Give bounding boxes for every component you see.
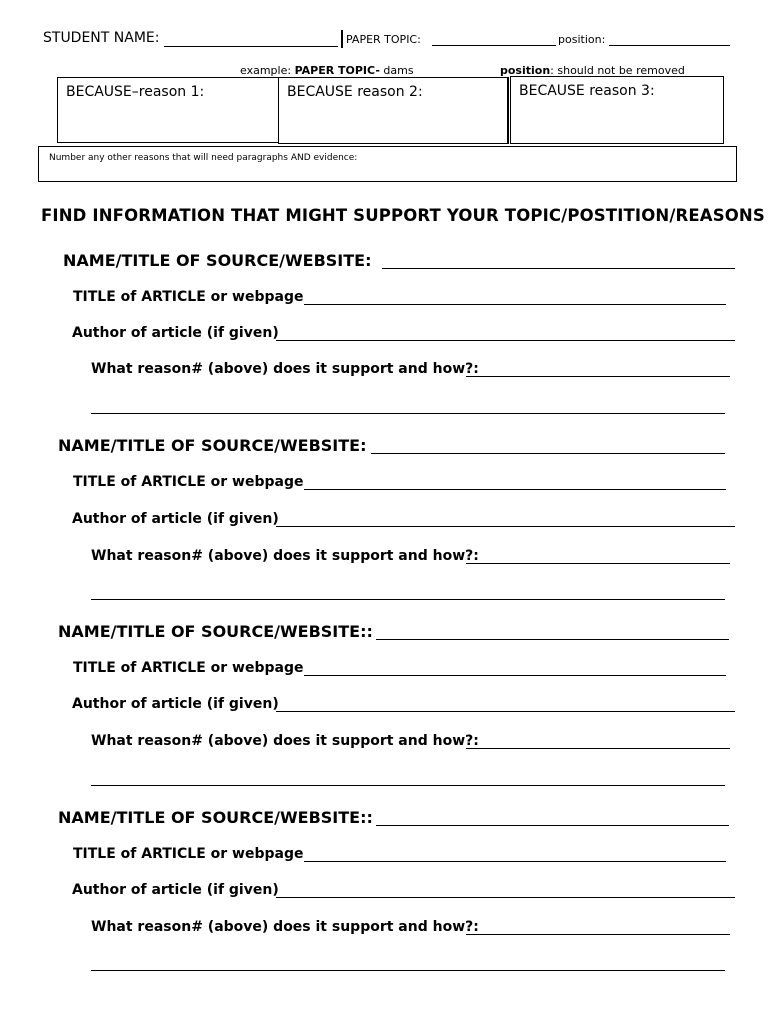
- source-3-author-label: Author of article (if given): [72, 696, 279, 712]
- source-2-title-field[interactable]: [304, 489, 726, 490]
- reason-1-box[interactable]: [57, 77, 279, 143]
- source-3-title-field[interactable]: [304, 675, 726, 676]
- source-1-author-field[interactable]: [276, 340, 735, 341]
- reason-1-label: BECAUSE–reason 1:: [66, 84, 205, 100]
- source-1-reason-field[interactable]: [466, 376, 730, 377]
- source-4-name-label: NAME/TITLE OF SOURCE/WEBSITE::: [58, 808, 373, 827]
- source-2-reason-field[interactable]: [466, 563, 730, 564]
- find-information-heading: FIND INFORMATION THAT MIGHT SUPPORT YOUR TOPIC/POSTITION/REASONS: [41, 206, 765, 225]
- source-1-reason-label: What reason# (above) does it support and how?:: [91, 361, 479, 377]
- source-1-title-label: TITLE of ARTICLE or webpage: [73, 289, 304, 305]
- reason-3-label: BECAUSE reason 3:: [519, 83, 655, 99]
- example-prefix: example:: [240, 64, 292, 77]
- source-1-author-label: Author of article (if given): [72, 325, 279, 341]
- source-4-author-field[interactable]: [276, 897, 735, 898]
- paper-topic-field[interactable]: [432, 45, 556, 46]
- source-2-title-label: TITLE of ARTICLE or webpage: [73, 474, 304, 490]
- reason-2-label: BECAUSE reason 2:: [287, 84, 423, 100]
- source-3-title-label: TITLE of ARTICLE or webpage: [73, 660, 304, 676]
- source-1-name-label: NAME/TITLE OF SOURCE/WEBSITE:: [63, 251, 372, 270]
- paper-topic-label: PAPER TOPIC:: [346, 33, 421, 46]
- student-name-label: STUDENT NAME:: [43, 30, 160, 46]
- source-3-reason-field-extra[interactable]: [91, 785, 725, 786]
- reason-3-box[interactable]: [510, 76, 724, 144]
- source-4-title-label: TITLE of ARTICLE or webpage: [73, 846, 304, 862]
- source-3-author-field[interactable]: [276, 711, 735, 712]
- example-position-label: position: [500, 64, 551, 77]
- position-field[interactable]: [609, 45, 730, 46]
- source-2-name-label: NAME/TITLE OF SOURCE/WEBSITE:: [58, 436, 367, 455]
- position-label: position:: [558, 33, 606, 46]
- example-position-value: : should not be removed: [550, 64, 685, 77]
- source-1-name-field[interactable]: [382, 268, 735, 269]
- source-2-author-label: Author of article (if given): [72, 511, 279, 527]
- source-4-name-field[interactable]: [376, 825, 729, 826]
- source-2-reason-label: What reason# (above) does it support and how?:: [91, 548, 479, 564]
- example-topic: [240, 64, 414, 77]
- source-3-reason-field[interactable]: [466, 748, 730, 749]
- source-4-title-field[interactable]: [304, 861, 726, 862]
- source-3-reason-label: What reason# (above) does it support and how?:: [91, 733, 479, 749]
- reason-2-box[interactable]: [278, 77, 509, 144]
- header-divider: [341, 30, 343, 48]
- source-2-name-field[interactable]: [371, 453, 725, 454]
- source-4-author-label: Author of article (if given): [72, 882, 279, 898]
- example-topic-value: dams: [383, 64, 414, 77]
- source-4-reason-field-extra[interactable]: [91, 970, 725, 971]
- source-1-reason-field-extra[interactable]: [91, 413, 725, 414]
- source-4-reason-field[interactable]: [466, 934, 730, 935]
- source-4-reason-label: What reason# (above) does it support and how?:: [91, 919, 479, 935]
- source-2-author-field[interactable]: [276, 526, 735, 527]
- other-reasons-label: Number any other reasons that will need paragraphs AND evidence:: [49, 153, 358, 163]
- student-name-field[interactable]: [164, 46, 338, 47]
- source-3-name-field[interactable]: [376, 639, 729, 640]
- source-3-name-label: NAME/TITLE OF SOURCE/WEBSITE::: [58, 622, 373, 641]
- other-reasons-box[interactable]: [38, 146, 737, 182]
- source-1-title-field[interactable]: [304, 304, 726, 305]
- source-2-reason-field-extra[interactable]: [91, 599, 725, 600]
- example-topic-label: PAPER TOPIC-: [294, 64, 380, 77]
